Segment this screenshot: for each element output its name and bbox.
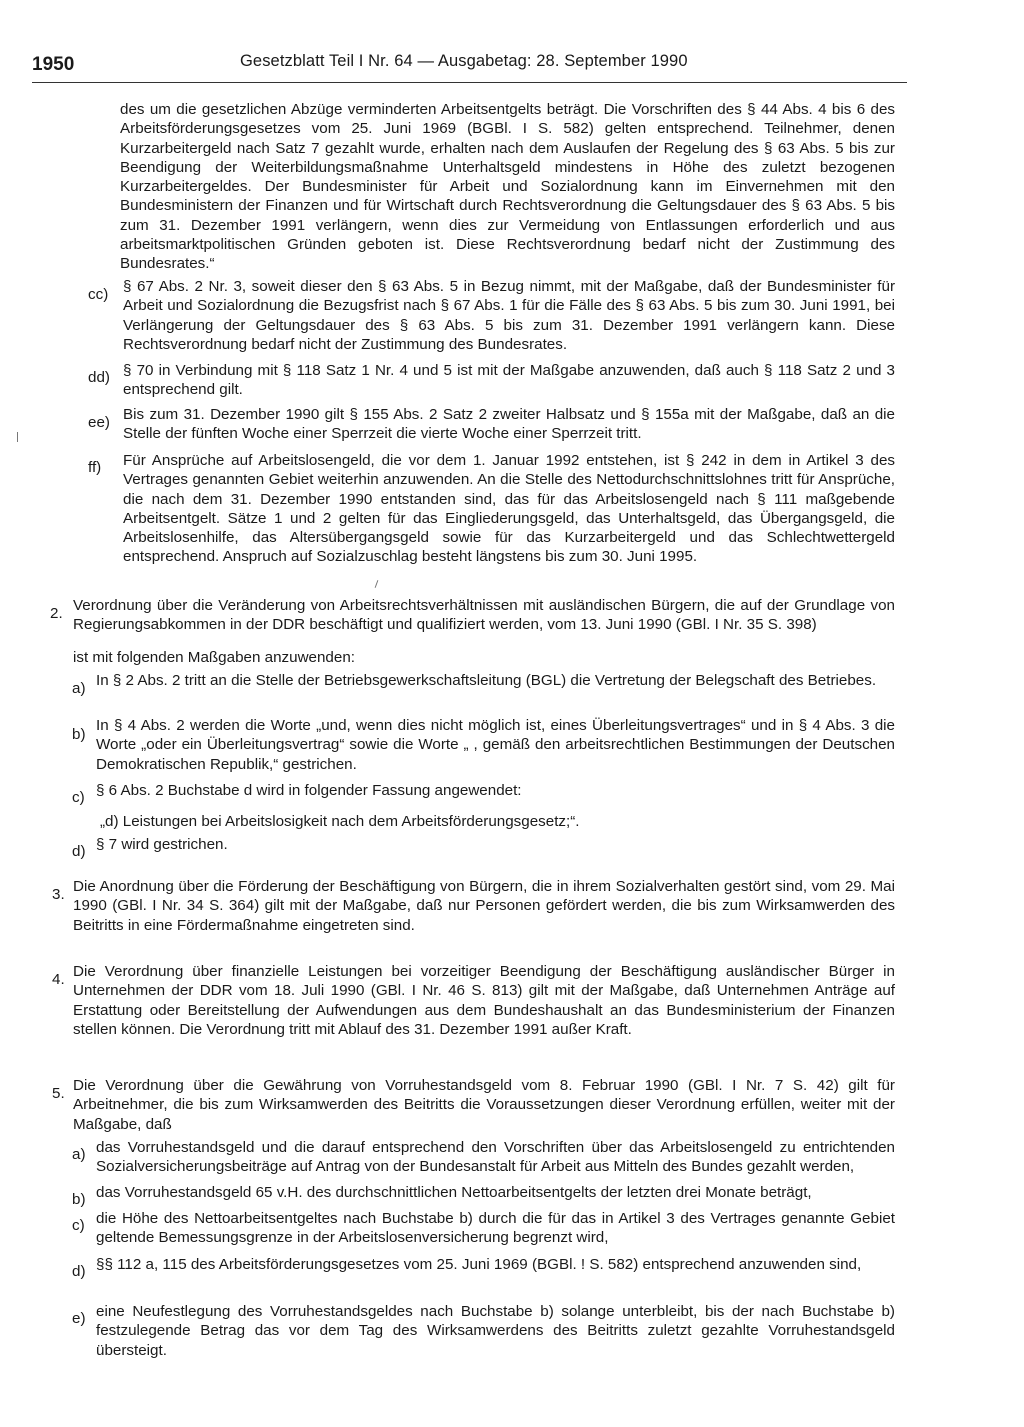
item-5-number: 5.	[52, 1085, 65, 1102]
item-5-text: Die Verordnung über die Gewährung von Vorruhestandsgeld vom 8. Februar 1990 (GBl. I Nr. 7 S. 42) gilt für Arbeitnehmer, die bis zum Wirksamwerden des Beitritts die Voraussetzungen dieser Verordnung erfüllen, weiter mit der Maßgabe, daß	[73, 1077, 895, 1133]
header-title: Gesetzblatt Teil I Nr. 64 — Ausgabetag: 28. September 1990	[240, 52, 688, 70]
header-divider	[32, 82, 907, 83]
item-5a-label: a)	[72, 1146, 86, 1163]
item-5d-label: d)	[72, 1263, 86, 1280]
continuation-paragraph: des um die gesetzlichen Abzüge verminderten Arbeitsentgelts beträgt. Die Vorschriften des § 44 Abs. 4 bis 6 des Arbeitsförderungsgesetzes vom 25. Juni 1969 (BGBl. I S. 582) gelten entsprechend. Teilnehmer, denen Kurzarbeitergeld nach Satz 7 gezahlt wurde, erhalten nach dem Auslaufen der Regelung des § 63 Abs. 5 bis zur Beendigung der Weiterbildungsmaßnahme Unterhaltsgeld mindestens in Höhe des zuletzt bezogenen Kurzarbeitergeldes. Der Bundesminister für Arbeit und Sozialordnung kann im Einvernehmen mit den Bundesministern der Finanzen und für Wirtschaft durch Rechtsverordnung die Geltungsdauer des § 63 Abs. 5 bis zum 31. Dezember 1991 verlängern, wenn dies zur Vermeidung von Entlassungen erforderlich und aus arbeitsmarktpolitischen Gründen geboten ist. Diese Rechtsverordnung bedarf nicht der Zustimmung des Bundesrates.“	[120, 101, 895, 273]
item-5e-label: e)	[72, 1310, 86, 1327]
item-2b-text: In § 4 Abs. 2 werden die Worte „und, wenn dies nicht möglich ist, eines Überleitungsvertrages“ und in § 4 Abs. 3 die Worte „oder ein Überleitungsvertrag“ sowie die Worte „ , gemäß den arbeitsrechtlichen Bestimmungen der Deutschen Demokratischen Republik,“ gestrichen.	[96, 717, 895, 773]
item-5b-text: das Vorruhestandsgeld 65 v.H. des durchschnittlichen Nettoarbeitsentgelts der letzten drei Monate beträgt,	[96, 1184, 812, 1201]
item-5b-label: b)	[72, 1191, 86, 1208]
item-2-number: 2.	[50, 605, 63, 622]
subitem-ee-label: ee)	[88, 414, 110, 431]
item-2-intro: ist mit folgenden Maßgaben anzuwenden:	[73, 649, 355, 666]
item-4-text: Die Verordnung über finanzielle Leistungen bei vorzeitiger Beendigung der Beschäftigung ausländischer Bürger in Unternehmen der DDR vom 18. Juli 1990 (GBl. I Nr. 46 S. 813) gilt mit der Maßgabe, daß Unternehmen Anträge auf Erstattung oder Bereitstellung der Aufwendungen aus dem Bundeshaushalt an das Bundesministerium der Finanzen stellen können. Die Verordnung tritt mit Ablauf des 31. Dezember 1991 außer Kraft.	[73, 963, 895, 1038]
item-3-number: 3.	[52, 886, 65, 903]
item-5a-text: das Vorruhestandsgeld und die darauf entsprechend den Vorschriften über das Arbeitslosengeld zu entrichtenden Sozialversicherungsbeiträge auf Antrag von der Bundesanstalt für Arbeit aus Mitteln des Bundes gezahlt werden,	[96, 1139, 895, 1176]
item-2-text: Verordnung über die Veränderung von Arbeitsrechtsverhältnissen mit ausländischen Bürgern, die auf der Grundlage von Regierungsabkommen in der DDR beschäftigt und qualifiziert werden, vom 13. Juni 1990 (GBl. I Nr. 35 S. 398)	[73, 597, 895, 634]
scan-mark-center	[375, 580, 379, 588]
item-5e-text: eine Neufestlegung des Vorruhestandsgeldes nach Buchstabe b) solange unterbleibt, bis der nach Buchstabe b) festzulegende Betrag das vor dem Tag des Wirksamwerdens des Beitritts zuletzt gezahlte Vorruhestandsgeld übersteigt.	[96, 1303, 895, 1359]
subitem-dd-label: dd)	[88, 369, 110, 386]
subitem-cc-label: cc)	[88, 286, 109, 303]
item-2b-label: b)	[72, 726, 86, 743]
subitem-cc-text: § 67 Abs. 2 Nr. 3, soweit dieser den § 63 Abs. 5 in Bezug nimmt, mit der Maßgabe, daß der Bundesminister für Arbeit und Sozialordnung die Bezugsfrist nach § 67 Abs. 1 für die Fälle des § 63 Abs. 5 bis zum 30. Juni 1991, bei Verlängerung der Geltungsdauer des § 63 Abs. 5 bis zum 31. Dezember 1991 verlängern kann. Diese Rechtsverordnung bedarf nicht der Zustimmung des Bundesrates.	[123, 278, 895, 353]
item-2d-label: d)	[72, 843, 86, 860]
item-2a-text: In § 2 Abs. 2 tritt an die Stelle der Betriebsgewerkschaftsleitung (BGL) die Vertretung der Belegschaft des Betriebes.	[96, 672, 877, 689]
subitem-ff-label: ff)	[88, 459, 102, 476]
subitem-ee-text: Bis zum 31. Dezember 1990 gilt § 155 Abs. 2 Satz 2 zweiter Halbsatz und § 155a mit der Maßgabe, daß an die Stelle der fünften Woche einer Sperrzeit die vierte Woche einer Sperrzeit tritt.	[123, 406, 895, 443]
page-header	[32, 52, 907, 78]
page-number: 1950	[32, 54, 75, 75]
item-3-text: Die Anordnung über die Förderung der Beschäftigung von Bürgern, die in ihrem Sozialverhalten gestört sind, vom 29. Mai 1990 (GBl. I Nr. 34 S. 364) gilt mit der Maßgabe, daß nur Personen gefördert werden, die bis zum Wirksamwerden des Beitritts in eine Fördermaßnahme eingetreten sind.	[73, 878, 895, 934]
item-4-number: 4.	[52, 971, 65, 988]
item-2a-label: a)	[72, 680, 86, 697]
item-2c-label: c)	[72, 789, 85, 806]
item-5d-text: §§ 112 a, 115 des Arbeitsförderungsgesetzes vom 25. Juni 1969 (BGBl. ! S. 582) entsprechend anzuwenden sind,	[96, 1256, 862, 1273]
subitem-dd-text: § 70 in Verbindung mit § 118 Satz 1 Nr. 4 und 5 ist mit der Maßgabe anzuwenden, daß auch § 118 Satz 2 und 3 entsprechend gilt.	[123, 362, 895, 399]
item-2c-quote: „d) Leistungen bei Arbeitslosigkeit nach dem Arbeitsförderungsgesetz;“.	[100, 813, 580, 830]
subitem-ff-text: Für Ansprüche auf Arbeitslosengeld, die vor dem 1. Januar 1992 entstehen, ist § 242 in dem in Artikel 3 des Vertrages genannten Gebiet weiterhin anzuwenden. An die Stelle des Nettodurchschnittslohnes tritt für Ansprüche, die nach dem 31. Dezember 1990 entstanden sind, das für das Arbeitslosengeld nach § 111 maßgebende Arbeitsentgelt. Sätze 1 und 2 gelten für das Eingliederungsgeld, das Unterhaltsgeld, das Übergangsgeld, die Arbeitslosenhilfe, das Altersübergangsgeld sowie für das Kurzarbeitergeld und das Schlechtwettergeld entsprechend. Anspruch auf Sozialzuschlag besteht längstens bis zum 30. Juni 1995.	[123, 452, 895, 566]
item-2c-text: § 6 Abs. 2 Buchstabe d wird in folgender Fassung angewendet:	[96, 782, 522, 799]
item-5c-text: die Höhe des Nettoarbeitsentgeltes nach Buchstabe b) durch die für das in Artikel 3 des Vertrages genannte Gebiet geltende Bemessungsgrenze in der Arbeitslosenversicherung begrenzt wird,	[96, 1210, 895, 1247]
item-5c-label: c)	[72, 1217, 85, 1234]
scan-mark-left	[17, 432, 18, 442]
item-2d-text: § 7 wird gestrichen.	[96, 836, 228, 853]
